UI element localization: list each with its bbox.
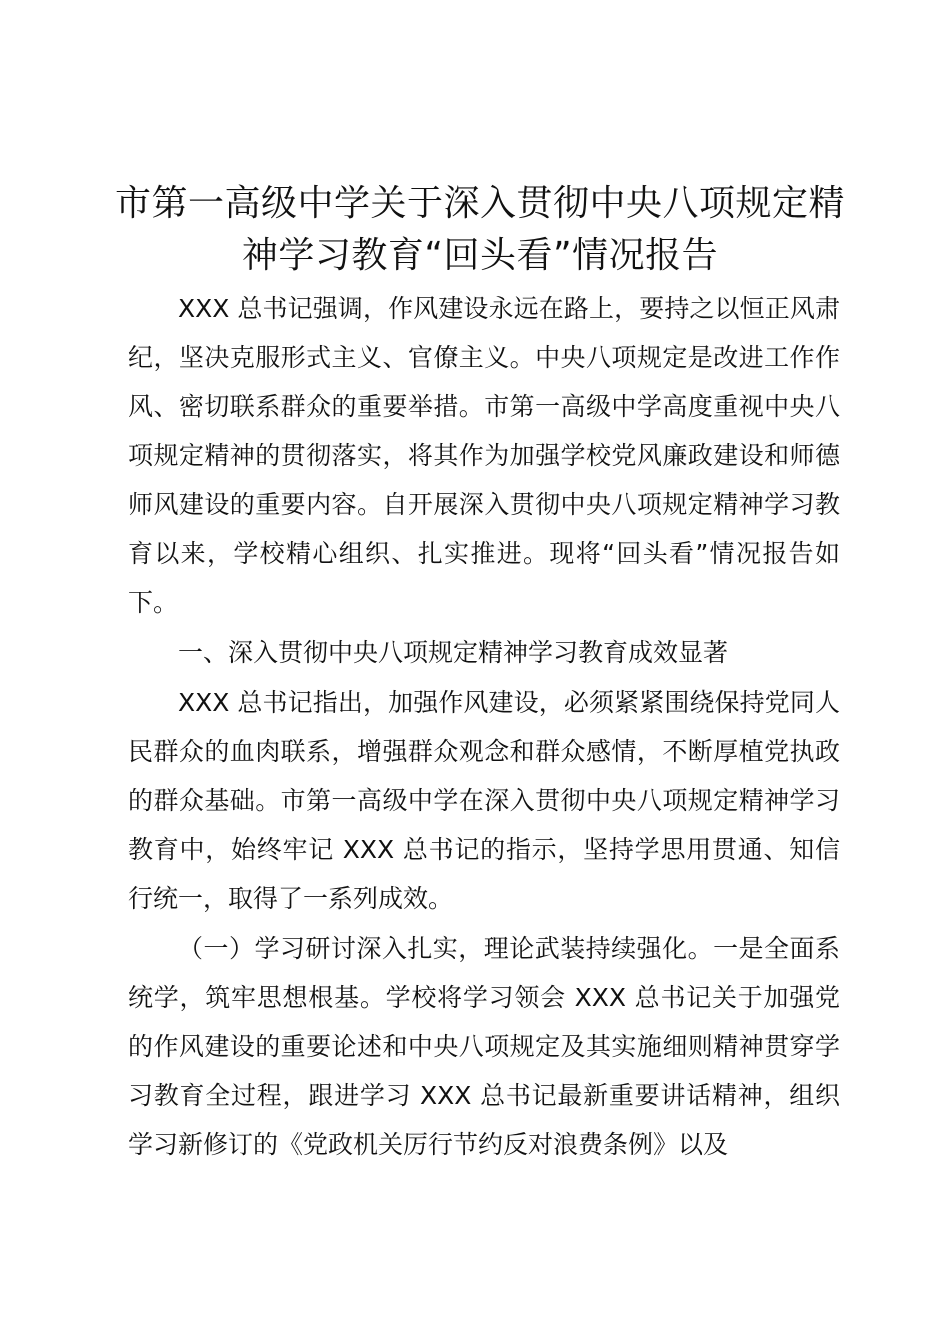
paragraph-intro: XXX 总书记强调，作风建设永远在路上，要持之以恒正风肃纪，坚决克服形式主义、官僚主义。中央八项规定是改进工作作风、密切联系群众的重要举措。市第一高级中学高度重视中央八项规定精神的贯彻落实，将其作为加强学校党风廉政建设和师德师风建设的重要内容。自开展深入贯彻中央八项规定精神学习教育以来，学校精心组织、扎实推进。现将“回头看”情况报告如下。 <box>128 294 840 617</box>
title-line-1: 市第一高级中学关于深入贯彻中央八项规定精 <box>114 183 845 224</box>
paragraph-section-1: XXX 总书记指出，加强作风建设，必须紧紧围绕保持党同人民群众的血肉联系，增强群众观念和群众感情，不断厚植党执政的群众基础。市第一高级中学在深入贯彻中央八项规定精神学习教育中，始终牢记 XXX 总书记的指示，坚持学思用贯通、知信行统一，取得了一系列成效。 <box>128 688 840 913</box>
document-title <box>110 178 850 282</box>
title-line-2: 神学习教育“回头看”情况报告 <box>241 235 719 276</box>
paragraph-subsection-1: （一）学习研讨深入扎实，理论武装持续强化。一是全面系统学，筑牢思想根基。学校将学习领会 XXX 总书记关于加强党的作风建设的重要论述和中央八项规定及其实施细则精神贯穿学习教育全过程，跟进学习 XXX 总书记最新重要讲话精神，组织学习新修订的《党政机关厉行节约反对浪费条例》以及 <box>128 934 840 1159</box>
section-heading-1: 一、深入贯彻中央八项规定精神学习教育成效显著 <box>178 638 729 667</box>
